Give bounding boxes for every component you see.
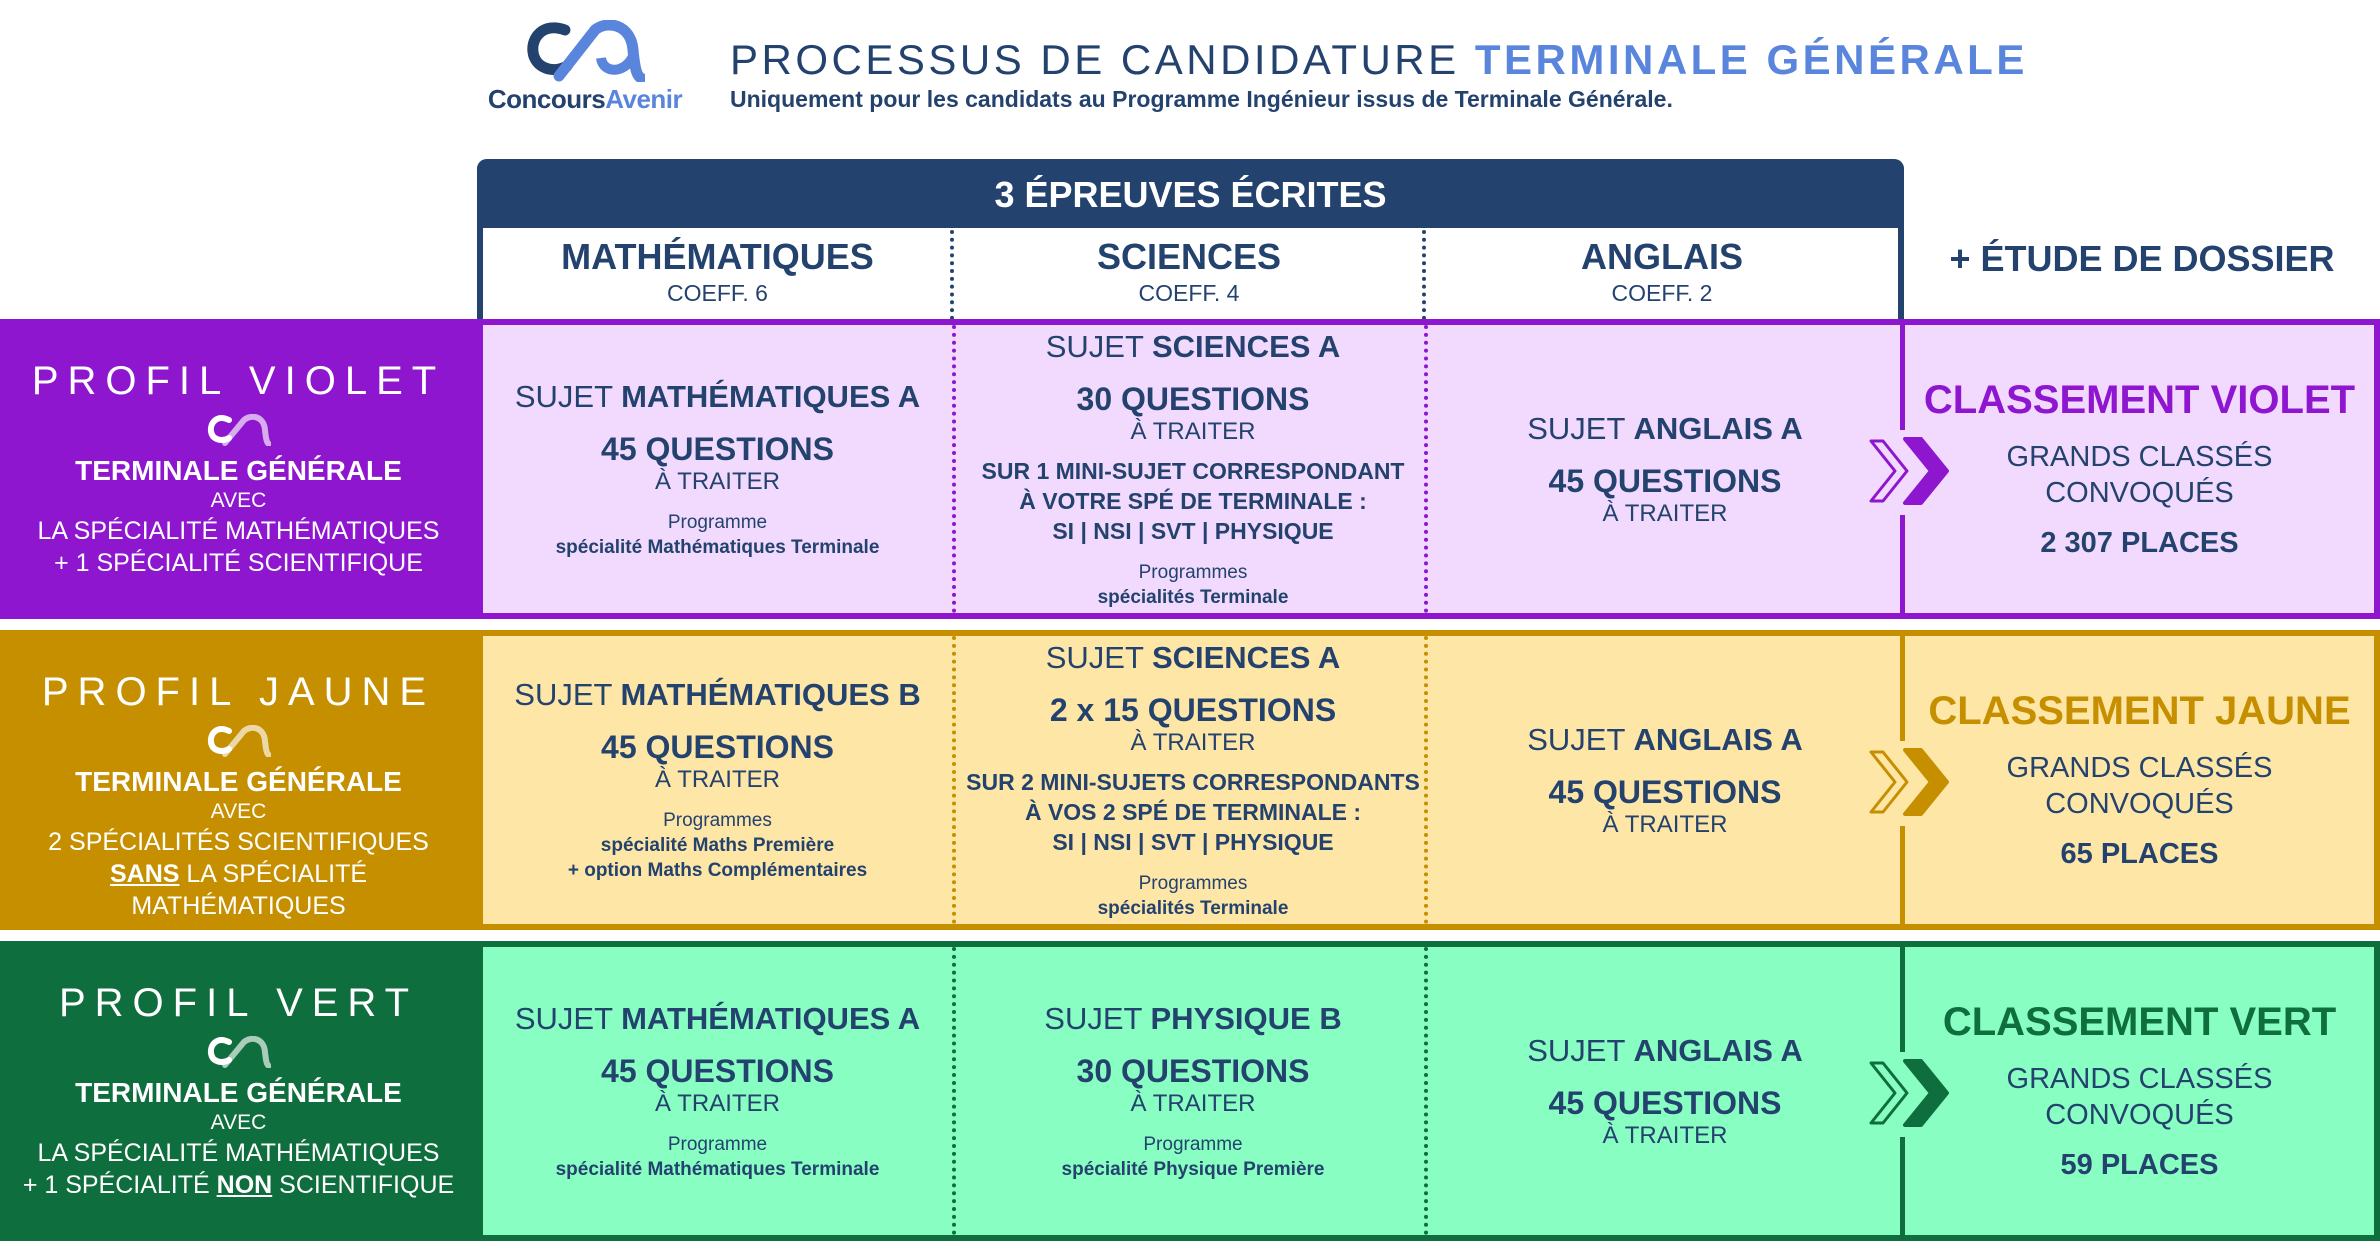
exam-program — [556, 510, 880, 560]
note-line: SUR 2 MINI-SUJETS CORRESPONDANTS — [966, 768, 1420, 795]
exam-cell-eng — [1430, 947, 1900, 1235]
classement-line: CONVOQUÉS — [2045, 788, 2234, 820]
places-count: 59 PLACES — [2060, 1149, 2219, 1181]
subject-name: ANGLAIS A — [1633, 410, 1803, 446]
profile-exams — [477, 941, 2380, 1241]
program-line: Programme — [667, 511, 768, 533]
subject-prefix: SUJET — [1045, 328, 1152, 364]
subject-name: SCIENCES A — [1151, 328, 1341, 364]
profile-exams — [477, 630, 2380, 930]
epreuves-title: 3 ÉPREUVES ÉCRITES — [477, 159, 1904, 228]
to-process-label: À TRAITER — [655, 467, 780, 495]
profile-requirement — [0, 547, 477, 579]
exam-subject — [1046, 640, 1341, 676]
exam-subject — [515, 379, 920, 415]
title-highlight: TERMINALE GÉNÉRALE — [1474, 36, 2028, 83]
classement-title: CLASSEMENT VERT — [1942, 1000, 2337, 1044]
requirement-part: SANS — [109, 860, 180, 888]
exam-cell-math — [483, 947, 952, 1235]
subject-name: MATHÉMATIQUES A — [621, 1000, 921, 1036]
subject-prefix: SUJET — [1527, 1032, 1634, 1068]
profile-title: PROFIL JAUNE — [41, 670, 436, 714]
note-line: SI | NSI | SVT | PHYSIQUE — [1052, 828, 1334, 855]
column-coeff: COEFF. 6 — [667, 280, 768, 306]
note-line: SI | NSI | SVT | PHYSIQUE — [1052, 517, 1334, 544]
to-process-label: À TRAITER — [1130, 728, 1256, 756]
profile-avec: AVEC — [210, 800, 267, 823]
profile-avec: AVEC — [210, 1111, 267, 1134]
classement-line: CONVOQUÉS — [2045, 1099, 2234, 1131]
column-name: ANGLAIS — [1581, 236, 1743, 277]
exam-program — [1098, 560, 1289, 610]
title-part: PROCESSUS DE CANDIDATURE — [730, 36, 1475, 83]
subject-name: MATHÉMATIQUES A — [621, 378, 921, 414]
exam-note — [966, 767, 1420, 857]
note-line: À VOTRE SPÉ DE TERMINALE : — [1019, 487, 1367, 514]
exam-program — [1098, 871, 1289, 921]
exam-subject — [514, 677, 920, 713]
exam-subject — [1527, 722, 1803, 758]
program-line: Programmes — [663, 810, 772, 831]
profile-row-vert — [0, 941, 2380, 1241]
to-process-label: À TRAITER — [1602, 499, 1728, 527]
question-count: 45 QUESTIONS — [601, 1052, 834, 1089]
classement-cell — [1905, 325, 2374, 613]
classement-line: GRANDS CLASSÉS — [2006, 752, 2273, 784]
logo-infinity-icon — [525, 20, 645, 82]
requirement-part: SCIENTIFIQUE — [272, 1171, 455, 1199]
exam-subject — [515, 1001, 920, 1037]
program-line: spécialités Terminale — [1097, 586, 1289, 608]
question-count: 30 QUESTIONS — [1076, 1052, 1310, 1089]
classement-cell — [1905, 636, 2374, 924]
program-line: Programme — [667, 1133, 768, 1155]
subject-name: ANGLAIS A — [1633, 721, 1803, 757]
column-header-anglais — [1426, 236, 1898, 316]
profile-label — [0, 319, 477, 619]
exam-program — [568, 808, 867, 883]
question-count: 45 QUESTIONS — [601, 729, 834, 765]
to-process-label: À TRAITER — [1130, 1089, 1256, 1117]
subject-name: MATHÉMATIQUES B — [620, 677, 921, 712]
exam-program — [1062, 1132, 1325, 1182]
exam-cell-sci — [958, 325, 1428, 613]
subject-name: SCIENCES A — [1151, 639, 1341, 675]
to-process-label: À TRAITER — [655, 766, 780, 793]
profile-title: PROFIL VERT — [58, 981, 419, 1025]
classement-title: CLASSEMENT JAUNE — [1928, 689, 2351, 733]
column-name: SCIENCES — [1096, 236, 1282, 277]
classement-line: GRANDS CLASSÉS — [2006, 1063, 2273, 1095]
exam-note — [982, 456, 1405, 546]
profile-requirement — [0, 1169, 477, 1201]
mini-logo-icon — [0, 414, 477, 451]
question-count: 30 QUESTIONS — [1076, 380, 1310, 417]
subject-prefix: SUJET — [514, 378, 622, 414]
program-line: Programmes — [1138, 561, 1248, 583]
subject-name: ANGLAIS A — [1633, 1032, 1803, 1068]
column-header-sciences — [954, 236, 1424, 316]
column-name: MATHÉMATIQUES — [561, 236, 874, 277]
question-count: 45 QUESTIONS — [601, 430, 834, 467]
program-line: spécialité Mathématiques Terminale — [555, 536, 880, 558]
exam-cell-sci — [958, 947, 1428, 1235]
profile-track: TERMINALE GÉNÉRALE — [75, 455, 402, 486]
requirement-part: LA SPÉCIALITÉ MATHÉMATIQUES — [131, 860, 368, 920]
column-divider — [1424, 636, 1428, 924]
classement-cell — [1905, 947, 2374, 1235]
question-count: 2 x 15 QUESTIONS — [1049, 691, 1337, 728]
profile-label — [0, 630, 477, 930]
program-line: spécialité Mathématiques Terminale — [555, 1158, 880, 1180]
profile-track: TERMINALE GÉNÉRALE — [75, 766, 402, 797]
dossier-header: + ÉTUDE DE DOSSIER — [1949, 238, 2335, 279]
places-count: 2 307 PLACES — [2040, 527, 2239, 559]
column-divider — [952, 636, 956, 924]
profile-row-jaune — [0, 630, 2380, 930]
program-line: spécialité Physique Première — [1061, 1158, 1325, 1180]
places-count: 65 PLACES — [2060, 838, 2219, 870]
to-process-label: À TRAITER — [655, 1089, 780, 1117]
program-line: spécialité Maths Première — [600, 835, 835, 856]
exam-subject — [1527, 1033, 1803, 1069]
profile-requirement — [0, 1137, 477, 1169]
exam-cell-eng — [1430, 636, 1900, 924]
to-process-label: À TRAITER — [1602, 810, 1728, 838]
to-process-label: À TRAITER — [1602, 1121, 1728, 1149]
classement-line: CONVOQUÉS — [2045, 477, 2234, 509]
column-divider — [1424, 325, 1428, 613]
subject-prefix: SUJET — [514, 1000, 622, 1036]
subject-prefix: SUJET — [514, 677, 621, 712]
subject-prefix: SUJET — [1044, 1000, 1151, 1036]
program-line: Programmes — [1138, 872, 1248, 894]
requirement-part: NON — [216, 1171, 273, 1199]
program-line: + option Maths Complémentaires — [567, 860, 868, 881]
question-count: 45 QUESTIONS — [1548, 1084, 1782, 1121]
page-title — [730, 36, 2028, 84]
profile-exams — [477, 319, 2380, 619]
column-coeff: COEFF. 4 — [1138, 280, 1240, 306]
profile-requirement — [0, 515, 477, 547]
requirement-part: + 1 SPÉCIALITÉ SCIENTIFIQUE — [54, 549, 423, 577]
to-process-label: À TRAITER — [1130, 417, 1256, 445]
exam-program — [556, 1132, 880, 1182]
column-divider — [1424, 947, 1428, 1235]
program-line: Programme — [1143, 1133, 1243, 1155]
subject-prefix: SUJET — [1045, 639, 1152, 675]
subject-name: PHYSIQUE B — [1150, 1000, 1342, 1036]
question-count: 45 QUESTIONS — [1548, 462, 1782, 499]
profile-avec: AVEC — [210, 489, 267, 512]
classement-title: CLASSEMENT VIOLET — [1923, 378, 2356, 422]
brand-name-a: Concours — [487, 84, 606, 114]
subject-prefix: SUJET — [1527, 410, 1634, 446]
note-line: À VOS 2 SPÉ DE TERMINALE : — [1024, 798, 1362, 825]
profile-title: PROFIL VIOLET — [31, 359, 446, 403]
concours-avenir-logo — [470, 20, 700, 120]
profile-row-violet — [0, 319, 2380, 619]
profile-label — [0, 941, 477, 1241]
exam-subject — [1527, 411, 1803, 447]
mini-logo-icon — [0, 1036, 477, 1073]
page-subtitle: Uniquement pour les candidats au Programme Ingénieur issus de Terminale Générale. — [730, 86, 1673, 112]
column-coeff: COEFF. 2 — [1611, 280, 1713, 306]
requirement-part: LA SPÉCIALITÉ MATHÉMATIQUES — [37, 1139, 440, 1167]
requirement-part: + 1 SPÉCIALITÉ — [22, 1171, 217, 1199]
mini-logo-icon — [0, 725, 477, 762]
requirement-part: 2 SPÉCIALITÉS SCIENTIFIQUES — [48, 828, 429, 856]
requirement-part: LA SPÉCIALITÉ MATHÉMATIQUES — [37, 517, 440, 545]
classement-line: GRANDS CLASSÉS — [2006, 441, 2273, 473]
exam-cell-math — [483, 636, 952, 924]
profile-track: TERMINALE GÉNÉRALE — [75, 1077, 402, 1108]
question-count: 45 QUESTIONS — [1548, 773, 1782, 810]
column-header-maths — [483, 236, 952, 316]
exam-cell-math — [483, 325, 952, 613]
exam-subject — [1046, 329, 1341, 365]
column-divider — [952, 947, 956, 1235]
exam-cell-sci — [958, 636, 1428, 924]
profile-requirement — [0, 858, 477, 922]
subject-prefix: SUJET — [1527, 721, 1634, 757]
column-divider — [952, 325, 956, 613]
brand-name-b: Avenir — [605, 84, 683, 114]
note-line: SUR 1 MINI-SUJET CORRESPONDANT — [981, 457, 1405, 484]
program-line: spécialités Terminale — [1097, 897, 1289, 919]
exam-subject — [1044, 1001, 1341, 1037]
exam-cell-eng — [1430, 325, 1900, 613]
profile-requirement — [0, 826, 477, 858]
